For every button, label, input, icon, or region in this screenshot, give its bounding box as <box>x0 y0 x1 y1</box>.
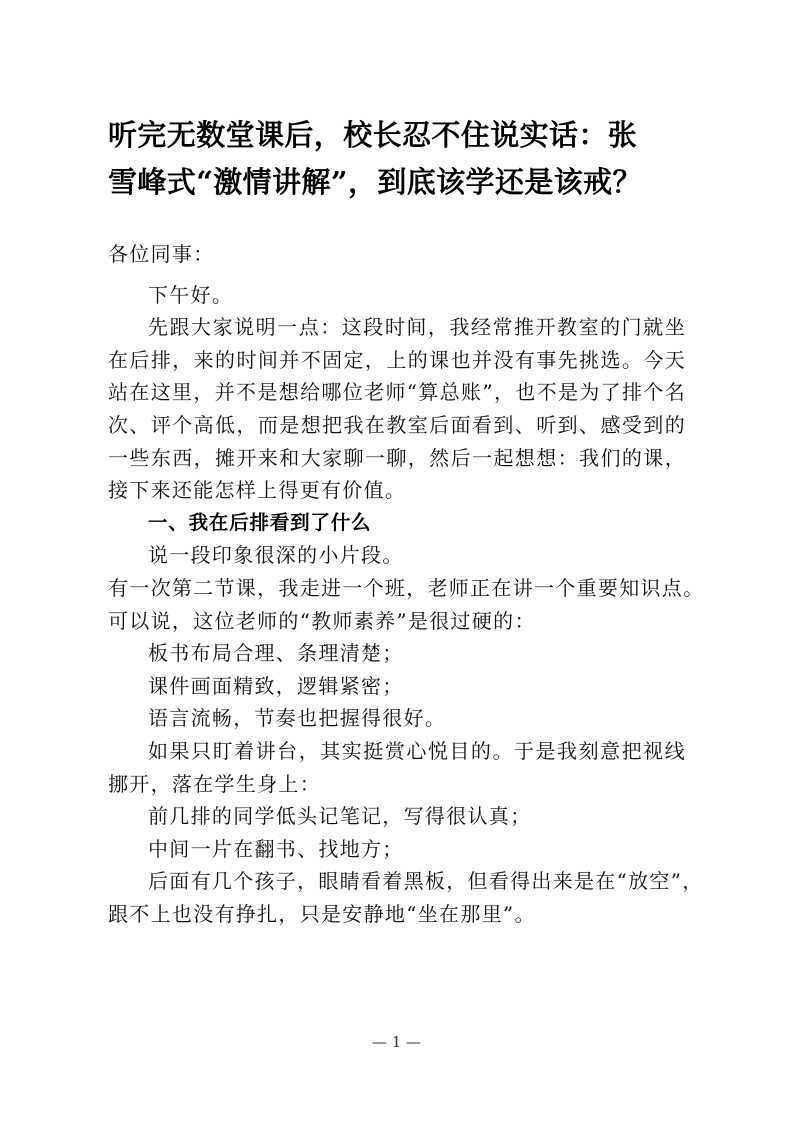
intro-line: 次、评个高低，而是想把我在教室后面看到、听到、感受到的 <box>108 412 686 437</box>
intro-line: 一些东西，摊开来和大家聊一聊，然后一起想想：我们的课， <box>108 445 686 470</box>
intro-line: 接下来还能怎样上得更有价值。 <box>108 478 407 503</box>
paragraph-line: 有一次第二节课，我走进一个班，老师正在讲一个重要知识点。 <box>108 575 705 600</box>
list-line: 课件画面精致，逻辑紧密； <box>148 673 404 698</box>
intro-line: 在后排，来的时间并不固定，上的课也并没有事先挑选。今天 <box>108 347 686 372</box>
document-title <box>108 112 688 206</box>
title-line-1: 听完无数堂课后，校长忍不住说实话：张 <box>108 118 638 152</box>
paragraph-line: 后面有几个孩子，眼睛看着黑板，但看得出来是在“放空”， <box>148 869 704 894</box>
salutation: 各位同事： <box>108 242 215 266</box>
list-line: 前几排的同学低头记笔记，写得很认真； <box>148 804 532 829</box>
intro-line: 先跟大家说明一点：这段时间，我经常推开教室的门就坐 <box>148 315 686 340</box>
paragraph-line: 如果只盯着讲台，其实挺赏心悦目的。于是我刻意把视线 <box>148 738 686 763</box>
greeting: 下午好。 <box>148 282 234 307</box>
list-line: 板书布局合理、条理清楚； <box>148 641 404 666</box>
title-line-2: 雪峰式“激情讲解”，到底该学还是该戒？ <box>108 165 642 199</box>
paragraph-line: 可以说，这位老师的“教师素养”是很过硬的： <box>108 608 536 633</box>
list-line: 语言流畅，节奏也把握得很好。 <box>148 706 447 731</box>
paragraph-line: 挪开，落在学生身上： <box>108 771 321 796</box>
intro-line: 站在这里，并不是想给哪位老师“算总账”，也不是为了排个名 <box>108 380 686 405</box>
section-heading: 一、我在后排看到了什么 <box>148 510 372 534</box>
paragraph-line: 跟不上也没有挣扎，只是安静地“坐在那里”。 <box>108 901 536 926</box>
document-body <box>108 238 705 930</box>
paragraph-line: 说一段印象很深的小片段。 <box>148 543 404 568</box>
page-number: — 1 — <box>371 1033 422 1051</box>
list-line: 中间一片在翻书、找地方； <box>148 836 404 861</box>
